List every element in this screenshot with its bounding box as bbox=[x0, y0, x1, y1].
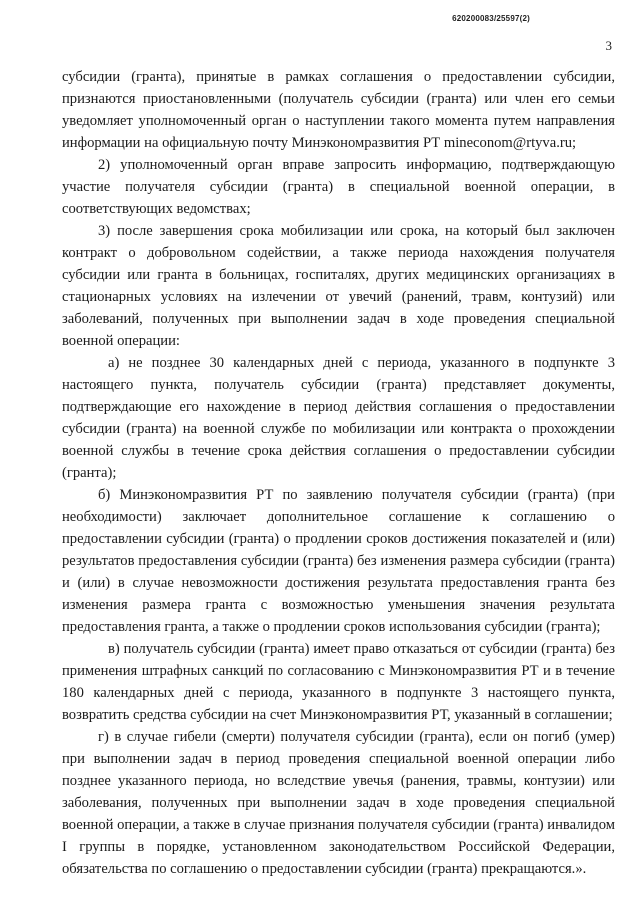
paragraph-subitem-v: в) получатель субсидии (гранта) имеет право отказаться от субсидии (гранта) без применения штрафных санкций по согласованию с Минэкономразвития РТ и в течение 180 календарных дней с периода, указанного в подпункте 3 настоящего пункта, возвратить средства субсидии на счет Минэкономразвития РТ, указанный в соглашении; bbox=[62, 641, 615, 723]
paragraph-subitem-b: б) Минэкономразвития РТ по заявлению получателя субсидии (гранта) (при необходимости) заключает дополнительное соглашение к соглашению о предоставлении субсидии (гранта) о продлении сроков достижения показателей и (или) результатов предоставления субсидии (гранта) без изменения размера субсидии (гранта) и (или) в случае невозможности достижения результата предоставления гранта без изменения размера гранта с возможностью уменьшения значения результата предоставления гранта, а также о продлении сроков использования субсидии (гранта); bbox=[62, 487, 615, 635]
paragraph-subitem-a: а) не позднее 30 календарных дней с периода, указанного в подпункте 3 настоящего пункта, получатель субсидии (гранта) представляет документы, подтверждающие его нахождение в период действия соглашения о предоставлении субсидии (гранта) на военной службе по мобилизации или контракта о прохождении военной службы в течение срока действия соглашения о предоставлении субсидии (гранта); bbox=[62, 355, 615, 481]
paragraph-item-2: 2) уполномоченный орган вправе запросить информацию, подтверждающую участие получателя субсидии (гранта) в специальной военной операции, в соответствующих ведомствах; bbox=[62, 157, 615, 217]
document-id: 620200083/25597(2) bbox=[452, 14, 530, 23]
paragraph-item-3: 3) после завершения срока мобилизации или срока, на который был заключен контракт о добровольном содействии, а также периода нахождения получателя субсидии или гранта в больницах, госпиталях, других медицинских организациях в стационарных условиях на излечении от увечий (ранений, травм, контузий) или заболеваний, полученных при выполнении задач в ходе проведения специальной военной операции: bbox=[62, 223, 615, 349]
paragraph-continuation: субсидии (гранта), принятые в рамках соглашения о предоставлении субсидии, признаются приостановленными (получатель субсидии (гранта) или член его семьи уведомляет уполномоченный орган о наступлении такого момента путем направления информации на официальную почту Минэкономразвития РТ mineconom@rtyva.ru; bbox=[62, 69, 615, 151]
page-number: 3 bbox=[605, 38, 612, 53]
document-body bbox=[62, 66, 615, 880]
paragraph-subitem-g: г) в случае гибели (смерти) получателя субсидии (гранта), если он погиб (умер) при выполнении задач в период проведения специальной военной операции либо позднее указанного периода, но вследствие увечья (ранения, травмы, контузии) или заболевания, полученных при выполнении задач в ходе проведения специальной военной операции, а также в случае признания получателя субсидии (гранта) инвалидом I группы в порядке, установленном законодательством Российской Федерации, обязательства по соглашению о предоставлении субсидии (гранта) прекращаются.». bbox=[62, 729, 615, 877]
